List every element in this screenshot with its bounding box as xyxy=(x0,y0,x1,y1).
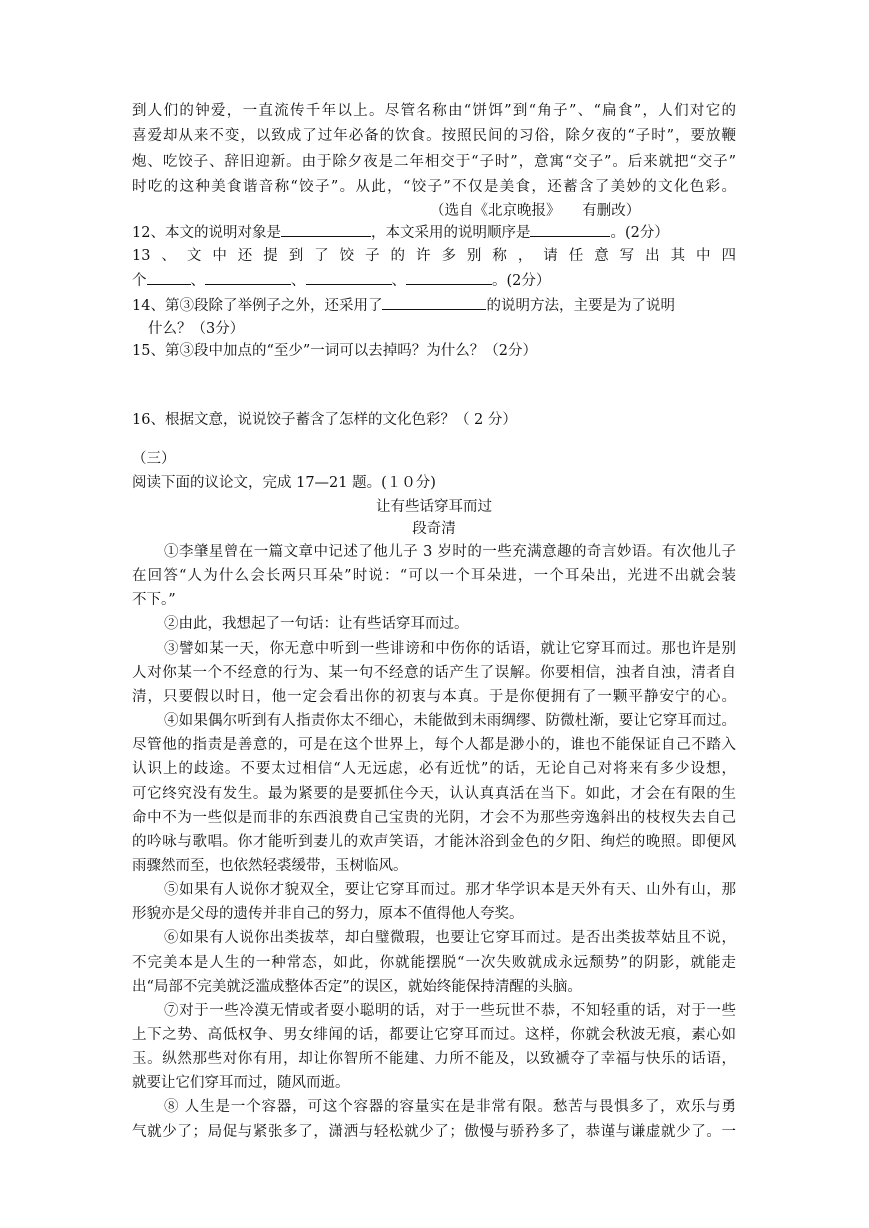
passage-line: 时吃的这种美食谐音称“饺子”。从此，“饺子”不仅是美食，还蓄含了美妙的文化色彩。 xyxy=(132,179,736,195)
q12-blank-order[interactable] xyxy=(530,222,610,237)
question-15: 15、第③段中加点的“至少”一词可以去掉吗？为什么？（2分） xyxy=(132,343,537,359)
essay-line: 不完美本是人生的一种常态，如此，你就能摆脱“一次失败就成永远颓势”的阴影，就能走 xyxy=(132,955,736,971)
q13-sep: 、 xyxy=(291,273,306,289)
essay-line: 雨骤然而至，也依然轻裘缓带，玉树临风。 xyxy=(132,858,408,874)
essay-line: 命中不为一些似是而非的东西浪费自己宝贵的光阴，才会不为那些旁逸斜出的枝杈失去自己 xyxy=(132,810,736,826)
question-16: 16、根据文意，说说饺子蓄含了怎样的文化色彩？（ 2 分） xyxy=(132,412,517,428)
essay-line: 气就少了；局促与紧张多了，潇洒与轻松就少了；傲慢与骄矜多了，恭谨与谦虚就少了。一 xyxy=(132,1124,736,1140)
essay-line: 出“局部不完美就泛滥成整体否定”的误区，就始终能保持清醒的头脑。 xyxy=(132,979,582,995)
essay-line: ②由此，我想起了一句话：让有些话穿耳而过。 xyxy=(164,616,469,632)
essay-line: 不下。” xyxy=(132,592,176,608)
q13-blank-3[interactable] xyxy=(306,270,392,285)
passage-line: 喜爱却从来不变，以致成了过年必备的饮食。按照民间的习俗，除夕夜的“子时”，要放鞭 xyxy=(132,128,736,144)
question-12 xyxy=(132,222,736,243)
essay-line: 在回答“人为什么会长两只耳朵”时说：“可以一个耳朵进，一个耳朵出，光进不出就会装 xyxy=(132,568,736,584)
source-note: （选自《北京晚报》 有删改） xyxy=(430,203,641,219)
essay-line: 形貌亦是父母的遗传并非自己的努力，原本不值得他人夸奖。 xyxy=(132,906,524,922)
q13-text-end: 。(2分） xyxy=(492,273,551,289)
essay-line: ⑥如果有人说你出类拔萃，却白璧微瑕，也要让它穿耳而过。是否出类拔萃姑且不说， xyxy=(164,930,736,946)
essay-line: 认识上的歧途。不要太过相信“人无远虑，必有近忧”的话，无论自己对将来有多少设想， xyxy=(132,761,736,777)
essay-line: 的吟咏与歌唱。你才能听到妻儿的欢声笑语，才能沐浴到金色的夕阳、绚烂的晚照。即便风 xyxy=(132,834,736,850)
question-14-line2: 什么？（3分） xyxy=(148,321,245,337)
section-instruction: 阅读下面的议论文，完成 17—21 题。(１０分) xyxy=(132,475,436,491)
essay-line: ④如果偶尔听到有人指责你太不细心，未能做到未雨绸缪、防微杜渐，要让它穿耳而过。 xyxy=(164,713,736,729)
essay-line: 尽管他的指责是善意的，可是在这个世界上，每个人都是渺小的，谁也不能保证自己不踏入 xyxy=(132,737,736,753)
essay-line: ⑤如果有人说你才貌双全，要让它穿耳而过。那才华学识本是天外有天、山外有山，那 xyxy=(164,882,736,898)
essay-line: 玉。纵然那些对你有用，却让你智所不能建、力所不能及，以致褫夺了幸福与快乐的话语， xyxy=(132,1051,736,1067)
q14-blank[interactable] xyxy=(382,295,486,310)
section-heading: （三） xyxy=(132,451,176,467)
essay-line: 就要让它们穿耳而过，随风而逝。 xyxy=(132,1075,350,1091)
q13-text-a: 个 xyxy=(132,273,147,289)
passage-line: 到人们的钟爱，一直流传千年以上。尽管名称由“饼饵”到“角子”、“扁食”，人们对它的 xyxy=(132,103,736,119)
essay-line: ①李肇星曾在一篇文章中记述了他儿子 3 岁时的一些充满意趣的奇言妙语。有次他儿子 xyxy=(164,544,736,560)
essay-line: 人对你某一个不经意的行为、某一句不经意的话产生了误解。你要相信，浊者自浊，清者自 xyxy=(132,665,736,681)
essay-line: ⑦对于一些冷漠无情或者耍小聪明的话，对于一些玩世不恭，不知轻重的话，对于一些 xyxy=(164,1003,736,1019)
essay-line: 可它终究没有发生。最为紧要的是要抓住今天，认认真真活在当下。如此，才会在有限的生 xyxy=(132,786,736,802)
q12-text-a: 12、本文的说明对象是 xyxy=(132,225,281,241)
q12-text-c: 。(2分） xyxy=(610,225,669,241)
essay-line: ③譬如某一天，你无意中听到一些诽谤和中伤你的话语，就让它穿耳而过。那也许是别 xyxy=(164,641,736,657)
question-13-line1: 13、文中还提到了饺子的许多别称，请任意写出其中四 xyxy=(132,248,736,264)
q13-blank-2[interactable] xyxy=(205,270,291,285)
q13-blank-1[interactable] xyxy=(147,270,191,285)
essay-author: 段奇清 xyxy=(412,521,456,537)
essay-line: 清，只要假以时日，他一定会看出你的初衷与本真。于是你便拥有了一颗平静安宁的心。 xyxy=(132,689,736,705)
q13-blank-4[interactable] xyxy=(406,270,492,285)
question-13-line2 xyxy=(132,270,736,291)
q14-text-b: 的说明方法，主要是为了说明 xyxy=(486,298,675,314)
question-14 xyxy=(132,295,736,316)
q13-sep: 、 xyxy=(391,273,406,289)
q13-sep: 、 xyxy=(190,273,205,289)
essay-line: ⑧ 人生是一个容器，可这个容器的容量实在是非常有限。愁苦与畏惧多了，欢乐与勇 xyxy=(164,1099,736,1115)
q12-text-b: ，本文采用的说明顺序是 xyxy=(370,225,531,241)
q14-text-a: 14、第③段除了举例子之外，还采用了 xyxy=(132,298,383,314)
essay-line: 上下之势、高低权争、男女绯闻的话，都要让它穿耳而过。这样，你就会秋波无痕，素心如 xyxy=(132,1027,736,1043)
q12-blank-object[interactable] xyxy=(281,222,371,237)
passage-line: 炮、吃饺子、辞旧迎新。由于除夕夜是二年相交于“子时”，意寓“交子”。后来就把“交子” xyxy=(132,154,736,170)
essay-title: 让有些话穿耳而过 xyxy=(376,499,492,515)
